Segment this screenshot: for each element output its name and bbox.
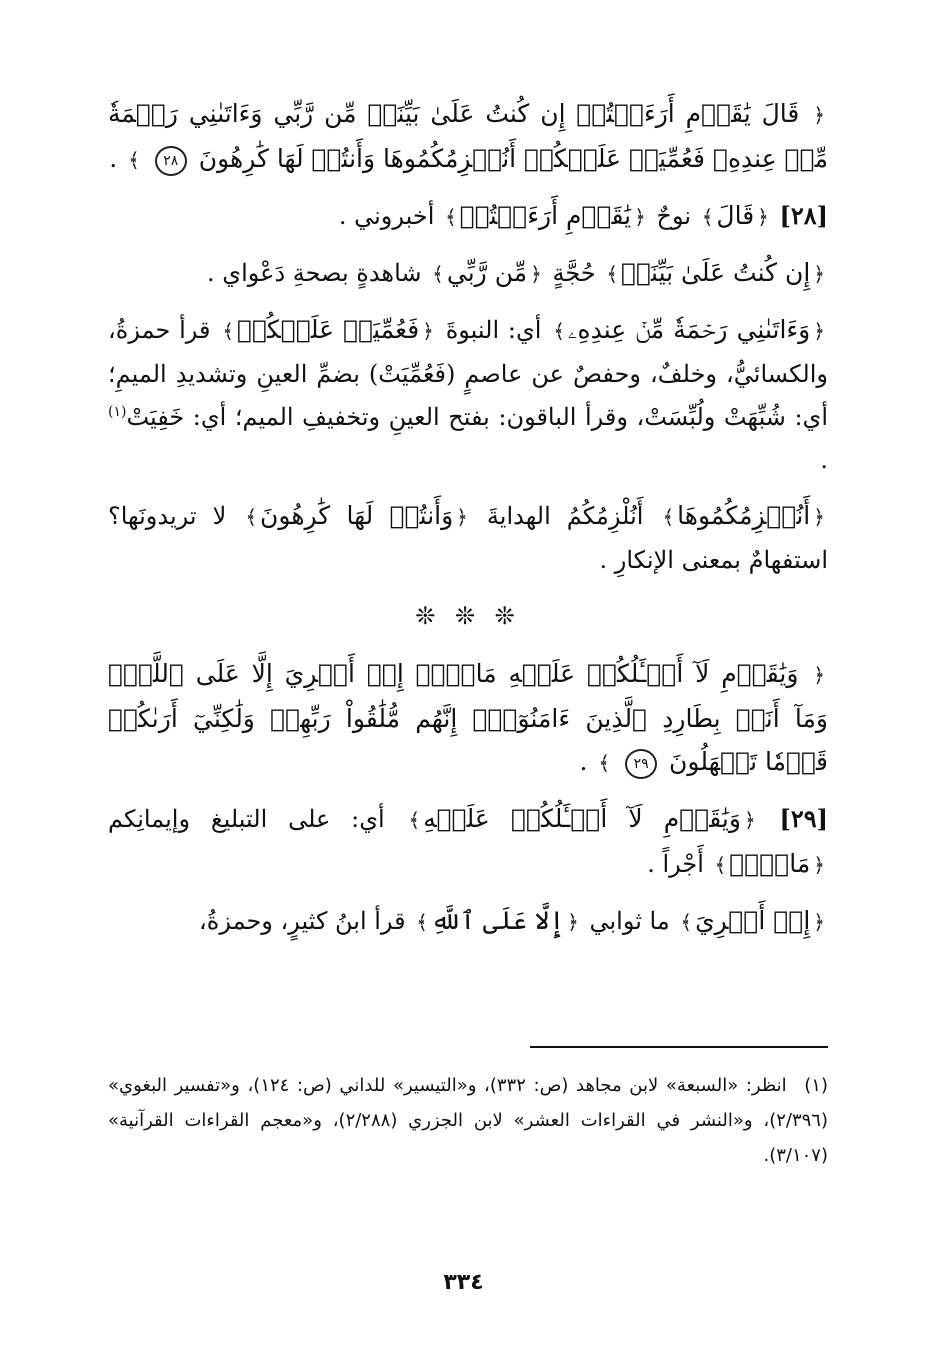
quran-open-bracket: ﴿ [422,319,434,343]
commentary-28-paragraph-2 [108,251,828,296]
quran-close-bracket: ﴾ [606,262,619,286]
footnote-text: انظر: «السبعة» لابن مجاهد (ص: ٣٣٢)، و«التيسير» للداني (ص: ١٢٤)، و«تفسير البغوي» (٢/٣٩٦)، و«النشر في القراءات العشر» لابن الجزري (٢/٢٨٨)، و«معجم القراءات القرآنية» (٣/١٠٧). [108,1075,828,1166]
quoted-verse: يَٰقَوۡمِ أَرَءَيۡتُمۡ [459,201,632,230]
main-text-body [108,92,828,944]
quran-close-bracket: ﴾ [128,148,140,172]
quran-close-bracket: ﴾ [662,505,675,529]
quoted-verse: وَيَٰقَوۡمِ لَآ أَسۡـَٔلُكُمۡ عَلَيۡهِ [423,804,741,833]
verse-29-text: وَيَٰقَوۡمِ لَآ أَسۡـَٔلُكُمۡ عَلَيۡهِ مَالًاۖ إِنۡ أَجۡرِيَ إِلَّا عَلَى ٱللَّهِۚ وَمَآ أَنَا۠ بِطَارِدِ ٱلَّذِينَ ءَامَنُوٓاْۚ إِنَّهُم مُّلَٰقُواْ رَبِّهِمۡ وَلَٰكِنِّيٓ أَرَىٰكُمۡ قَوۡمٗا تَجۡهَلُونَ [108,659,828,776]
section-separator: ❊ ❊ ❊ [415,602,521,630]
quoted-verse: مِّن رَّبِّي [446,258,528,287]
commentary-29-paragraph-2 [108,899,828,944]
explanation-text: أخبروني . [338,202,435,230]
explanation-text: أَنُلْزِمُكُمُ الهدايةَ [486,502,644,530]
quran-close-bracket: ﴾ [680,910,693,934]
quran-open-bracket: ﴿ [813,663,826,687]
commentary-28-paragraph-3 [108,308,828,482]
quoted-verse: مَالًاۖ [729,849,811,878]
verse-ref-29: [٢٩] [779,804,828,833]
verse-ref-28: [٢٨] [779,201,828,230]
verse-number-29: ٢٩ [625,749,657,779]
quran-open-bracket: ﴿ [757,205,769,229]
explanation-text: شاهدةٍ بصحةِ دَعْواي . [207,259,422,287]
explanation-text: أي: النبوةَ [445,316,542,344]
footnote-marker: (١) [804,1075,828,1096]
commentary-29-ref-paragraph [108,797,828,887]
footnote-reference[interactable]: (١) [108,404,127,420]
quran-open-bracket: ﴿ [813,103,825,127]
verse-28-text: قَالَ يَٰقَوۡمِ أَرَءَيۡتُمۡ إِن كُنتُ عَلَىٰ بَيِّنَةٖ مِّن رَّبِّي وَءَاتَىٰنِي رَحۡمَةٗ مِّنۡ عِندِهِۦ فَعُمِّيَتۡ عَلَيۡكُمۡ أَنُلۡزِمُكُمُوهَا وَأَنتُمۡ لَهَا كَٰرِهُونَ [108,99,828,173]
explanation-text: أَجْراً . [647,850,704,878]
commentary-28-ref-paragraph [108,194,828,239]
quran-open-bracket: ﴿ [567,910,579,934]
explanation-text: . [820,446,828,474]
explanation-text: قرأ ابنُ كثيرٍ، وحمزةُ، [199,907,406,935]
quran-close-bracket: ﴾ [714,853,727,877]
verse-29-block [108,652,828,785]
quoted-verse: إِن كُنتُ عَلَىٰ بَيِّنَةٖ [621,258,811,287]
quran-open-bracket: ﴿ [456,505,468,529]
explanation-text: لا تريدونَها؟ استفهامٌ بمعنى الإنكارِ . [108,502,828,574]
quoted-verse: وَءَاتَىٰنِي رَحۡمَةٗ مِّنۡ عِندِهِۦ [568,315,811,344]
quoted-verse: قَالَ [716,201,755,230]
quran-open-bracket: ﴿ [813,910,825,934]
quoted-verse: أَنُلۡزِمُكُمُوهَا [677,501,811,530]
quran-open-bracket: ﴿ [813,262,825,286]
footnote-divider [530,1046,828,1048]
quran-open-bracket: ﴿ [634,205,646,229]
quran-close-bracket: ﴾ [408,808,421,832]
page-number: ٣٣٤ [443,1270,484,1295]
explanation-text: حُجَّةٍ [552,259,596,287]
verse-28-end: . [109,144,118,173]
verse-number-28: ٢٨ [155,146,187,176]
quran-open-bracket: ﴿ [813,505,825,529]
quran-close-bracket: ﴾ [432,262,444,286]
quoted-verse: إِنۡ أَجۡرِيَ [695,906,811,935]
quran-close-bracket: ﴾ [598,751,611,775]
verse-29-end: . [579,747,588,776]
quran-open-bracket: ﴿ [530,262,542,286]
quoted-verse: وَأَنتُمۡ لَهَا كَٰرِهُونَ [260,501,454,530]
quran-close-bracket: ﴾ [222,319,234,343]
explanation-text: نوحٌ [656,202,692,230]
quoted-verse: فَعُمِّيَتۡ عَلَيۡكُمۡ [237,315,420,344]
verse-28-block [108,92,828,182]
quran-close-bracket: ﴾ [245,505,258,529]
quran-open-bracket: ﴿ [743,808,756,832]
explanation-text: قرأ حمزةُ، والكسائيُّ، وخلفٌ، وحفصٌ عن عاصمٍ (فَعُمِّيَتْ) بضمِّ العينِ وتشديدِ الميمِ؛ أي: شُبِّهَتْ ولُبِّسَتْ، وقرأ الباقون: بفتح العينِ وتخفيفِ الميم؛ أي: خَفِيَتْ [108,316,828,431]
quran-close-bracket: ﴾ [445,205,457,229]
quran-close-bracket: ﴾ [553,319,566,343]
explanation-text: ما ثوابي [589,907,670,935]
quoted-verse: إِلَّا عَلَى ٱللَّهِ [431,906,565,935]
quran-open-bracket: ﴿ [813,853,825,877]
commentary-28-paragraph-4 [108,494,828,582]
footnote [108,1068,828,1173]
explanation-text: أي: على التبليغ وإيمانِكم [108,805,385,833]
quran-close-bracket: ﴾ [701,205,714,229]
quran-close-bracket: ﴾ [416,910,429,934]
quran-open-bracket: ﴿ [813,319,825,343]
